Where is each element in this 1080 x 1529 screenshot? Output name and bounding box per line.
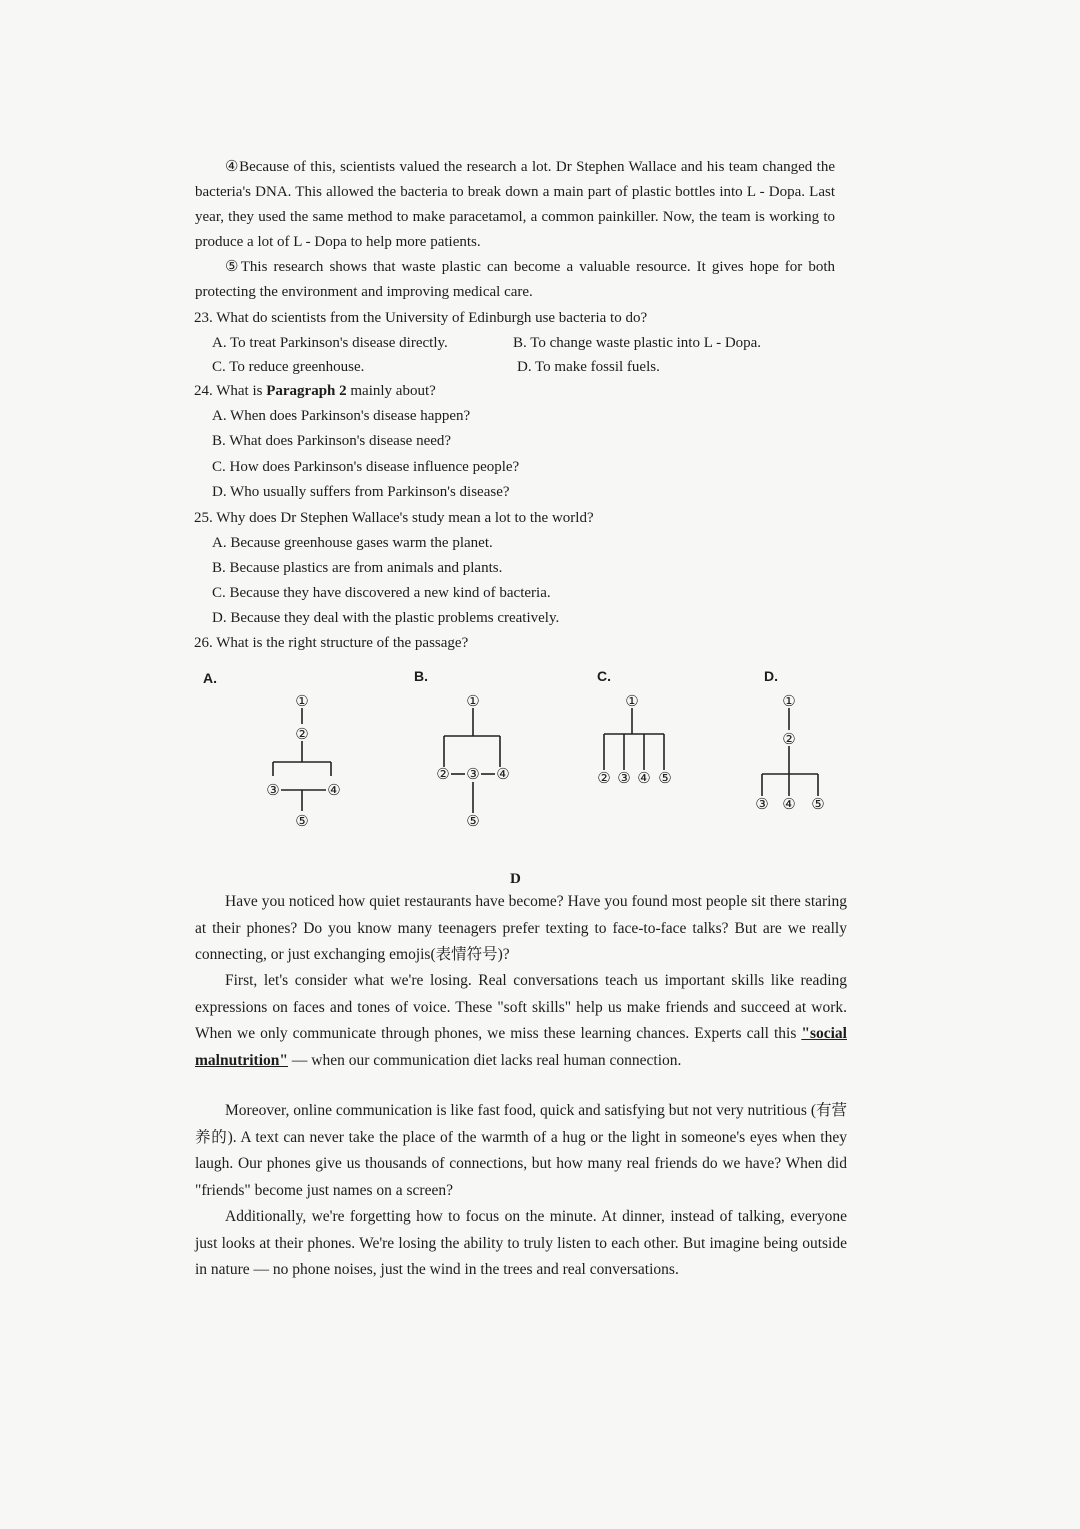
diagram-a-node-1: ① [295, 692, 309, 710]
question-23-option-c[interactable]: C. To reduce greenhouse. [212, 359, 365, 375]
question-24-stem-post: mainly about? [346, 383, 436, 399]
question-25-option-b[interactable]: B. Because plastics are from animals and plants. [212, 560, 503, 576]
diagram-d-node-2: ② [782, 730, 796, 748]
diagram-b-node-2: ② [436, 765, 450, 783]
diagram-b-node-4: ④ [496, 765, 510, 783]
question-24-stem-pre: 24. What is [194, 383, 267, 399]
passage-d-title: D [510, 871, 521, 887]
diagram-c-lines [604, 708, 664, 770]
passage-d-paragraph-2 [195, 968, 847, 1074]
diagram-c-node-4: ④ [637, 769, 651, 787]
diagram-d-node-3: ③ [755, 795, 769, 813]
diagram-c-node-3: ③ [617, 769, 631, 787]
structure-diagrams [0, 660, 1080, 890]
passage-d-paragraph-2-pre: First, let's consider what we're losing. Real conversations teach us important skills like reading expressions on faces and tones of voice. These "soft skills" help us make friends and succeed at work. When we only communicate through phones, we miss these learning chances. Experts call this [195, 972, 847, 1042]
question-23-stem: 23. What do scientists from the University of Edinburgh use bacteria to do? [194, 310, 648, 326]
social-malnutrition-term: "social malnutrition" [195, 1025, 847, 1069]
diagram-a-node-2: ② [295, 725, 309, 743]
diagram-a-label[interactable]: A. [203, 670, 217, 686]
question-25-option-a[interactable]: A. Because greenhouse gases warm the planet. [212, 535, 493, 551]
question-23-option-b[interactable]: B. To change waste plastic into L - Dopa. [513, 335, 762, 351]
question-23-option-a[interactable]: A. To treat Parkinson's disease directly. [212, 335, 448, 351]
diagram-a-node-4: ④ [327, 781, 341, 799]
diagram-d-node-4: ④ [782, 795, 796, 813]
diagram-c-node-1: ① [625, 692, 639, 710]
diagram-a-lines [273, 708, 331, 811]
diagram-b-label[interactable]: B. [414, 668, 428, 684]
diagram-c-node-5: ⑤ [658, 769, 672, 787]
diagram-b-node-3: ③ [466, 765, 480, 783]
diagram-b-node-1: ① [466, 692, 480, 710]
question-24-stem [194, 379, 436, 404]
question-24-option-b[interactable]: B. What does Parkinson's disease need? [212, 433, 452, 449]
question-24-option-d[interactable]: D. Who usually suffers from Parkinson's disease? [212, 484, 510, 500]
passage-d-paragraph-4: Additionally, we're forgetting how to focus on the minute. At dinner, instead of talking, everyone just looks at their phones. We're losing the ability to truly listen to each other. But imagine being outside in nature — no phone noises, just the wind in the trees and real conversations. [195, 1208, 847, 1278]
question-25-stem: 25. Why does Dr Stephen Wallace's study mean a lot to the world? [194, 510, 594, 526]
diagram-d-label[interactable]: D. [764, 668, 778, 684]
question-25-option-c[interactable]: C. Because they have discovered a new kind of bacteria. [212, 585, 551, 601]
diagram-d-node-5: ⑤ [811, 795, 825, 813]
question-24-option-c[interactable]: C. How does Parkinson's disease influence people? [212, 459, 520, 475]
passage-c-paragraph-5: ⑤This research shows that waste plastic can become a valuable resource. It gives hope for both protecting the environment and improving medical care. [195, 259, 835, 300]
passage-d-paragraph-2-post: — when our communication diet lacks real human connection. [288, 1051, 682, 1069]
question-25-option-d[interactable]: D. Because they deal with the plastic problems creatively. [212, 610, 560, 626]
diagram-d-node-1: ① [782, 692, 796, 710]
diagram-b-node-5: ⑤ [466, 812, 480, 830]
diagram-a-node-5: ⑤ [295, 812, 309, 830]
passage-d-paragraph-1: Have you noticed how quiet restaurants have become? Have you found most people sit there staring at their phones? Do you know many teenagers prefer texting to face-to-face talks? But are we really connecting, or just exchanging emojis(表情符号)? [195, 893, 847, 963]
diagram-b-lines [444, 708, 500, 813]
diagram-c-label[interactable]: C. [597, 668, 611, 684]
passage-c-paragraph-4: ④Because of this, scientists valued the research a lot. Dr Stephen Wallace and his team changed the bacteria's DNA. This allowed the bacteria to break down a main part of plastic bottles into L - Dopa. Last year, they used the same method to make paracetamol, a common painkiller. Now, the team is working to produce a lot of L - Dopa to help more patients. [195, 159, 835, 250]
diagram-a-node-3: ③ [266, 781, 280, 799]
passage-d-paragraph-3: Moreover, online communication is like fast food, quick and satisfying but not very nutritious (有营养的). A text can never take the place of the warmth of a hug or the light in someone's eyes when they laugh. Our phones give us thousands of connections, but how many real friends do we have? When did "friends" become just names on a screen? [195, 1102, 847, 1199]
question-23-option-d[interactable]: D. To make fossil fuels. [517, 359, 660, 375]
question-24-stem-bold: Paragraph 2 [266, 383, 347, 399]
diagram-c-node-2: ② [597, 769, 611, 787]
question-24-option-a[interactable]: A. When does Parkinson's disease happen? [212, 408, 471, 424]
question-26-stem: 26. What is the right structure of the passage? [194, 635, 469, 651]
diagram-d-lines [762, 708, 818, 796]
